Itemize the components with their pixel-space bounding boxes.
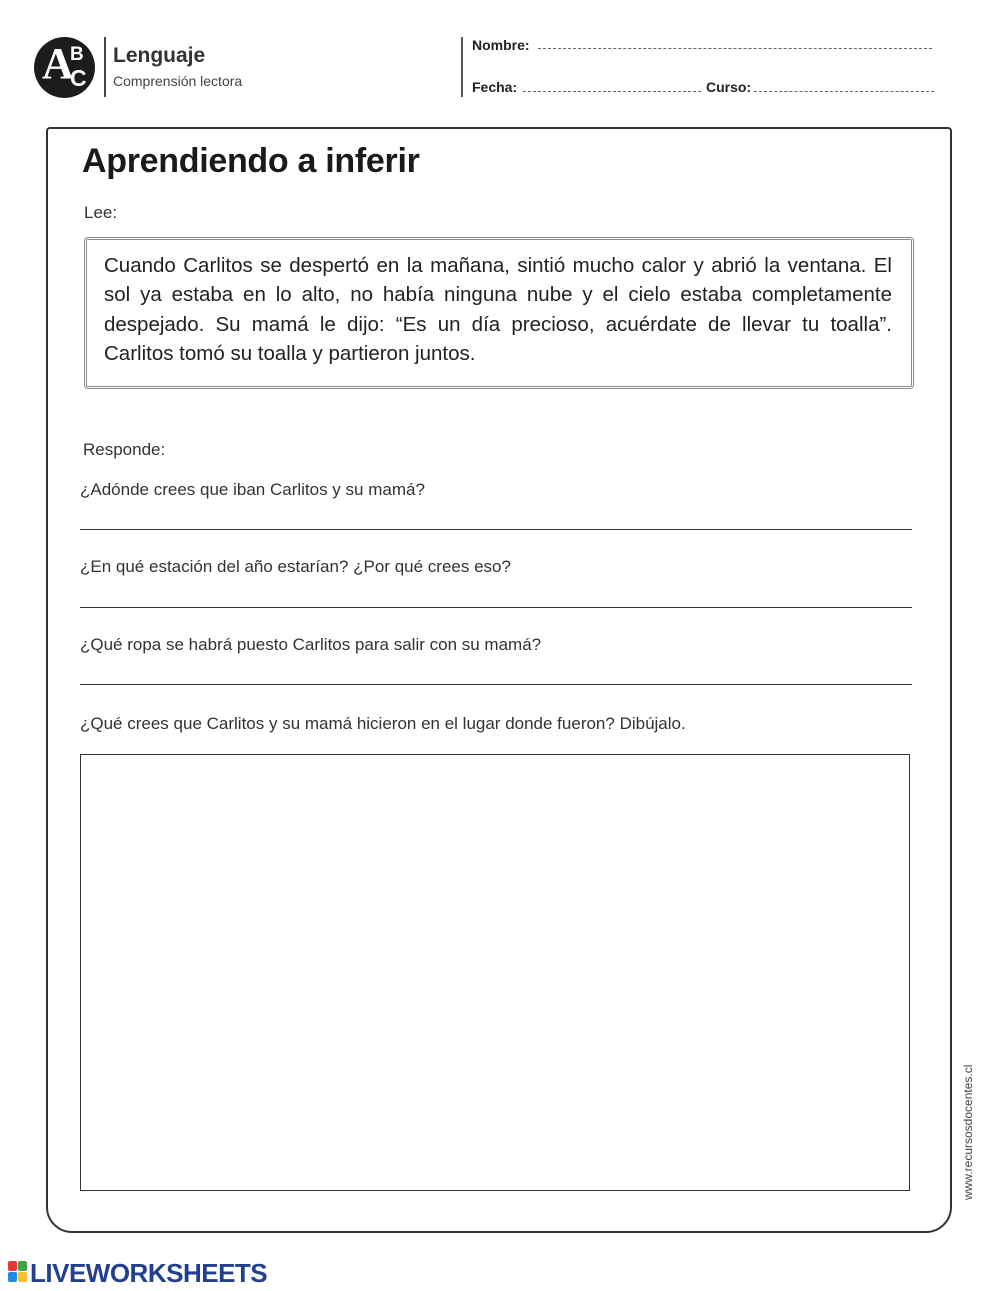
header-divider: [104, 37, 106, 97]
drawing-area[interactable]: [80, 754, 910, 1191]
logo-letter-c: C: [70, 65, 87, 91]
name-field[interactable]: [538, 47, 932, 49]
question-2: ¿En qué estación del año estarían? ¿Por qué crees eso?: [80, 557, 511, 576]
question-3: ¿Qué ropa se habrá puesto Carlitos para salir con su mamá?: [80, 635, 542, 654]
logo-letter-a: A: [42, 39, 74, 88]
liveworksheets-logo-icon: [8, 1261, 28, 1283]
subject-title: Lenguaje: [113, 44, 206, 67]
answer-line-3[interactable]: [80, 684, 912, 685]
course-field[interactable]: [754, 90, 934, 92]
respond-label: Responde:: [83, 440, 166, 459]
reading-text: Cuando Carlitos se despertó en la mañana, sintió mucho calor y abrió la ventana. El sol ya estaba en lo alto, no había ninguna nube y el cielo estaba completamente despejado. Su mamá le dijo: “Es un día precioso, acuérdate de llevar tu toalla”. Carlitos tomó su toalla y partieron juntos.: [104, 254, 892, 366]
question-4: ¿Qué crees que Carlitos y su mamá hicieron en el lugar donde fueron? Dibújalo.: [80, 714, 686, 733]
read-label: Lee:: [84, 203, 118, 222]
side-credit: www.recursosdocentes.cl: [961, 1064, 975, 1200]
name-label: Nombre:: [472, 37, 530, 53]
form-divider: [461, 37, 463, 97]
course-label: Curso:: [706, 79, 752, 95]
answer-line-1[interactable]: [80, 529, 912, 530]
answer-line-2[interactable]: [80, 607, 912, 608]
logo-letter-b: B: [70, 44, 84, 65]
question-1: ¿Adónde crees que iban Carlitos y su mamá?: [80, 480, 425, 499]
date-label: Fecha:: [472, 79, 518, 95]
worksheet-title: Aprendiendo a inferir: [82, 142, 420, 180]
subject-subtitle: Comprensión lectora: [113, 73, 243, 89]
abc-logo: [34, 37, 95, 98]
liveworksheets-brand[interactable]: LIVEWORKSHEETS: [30, 1258, 268, 1288]
date-field[interactable]: [523, 90, 701, 92]
